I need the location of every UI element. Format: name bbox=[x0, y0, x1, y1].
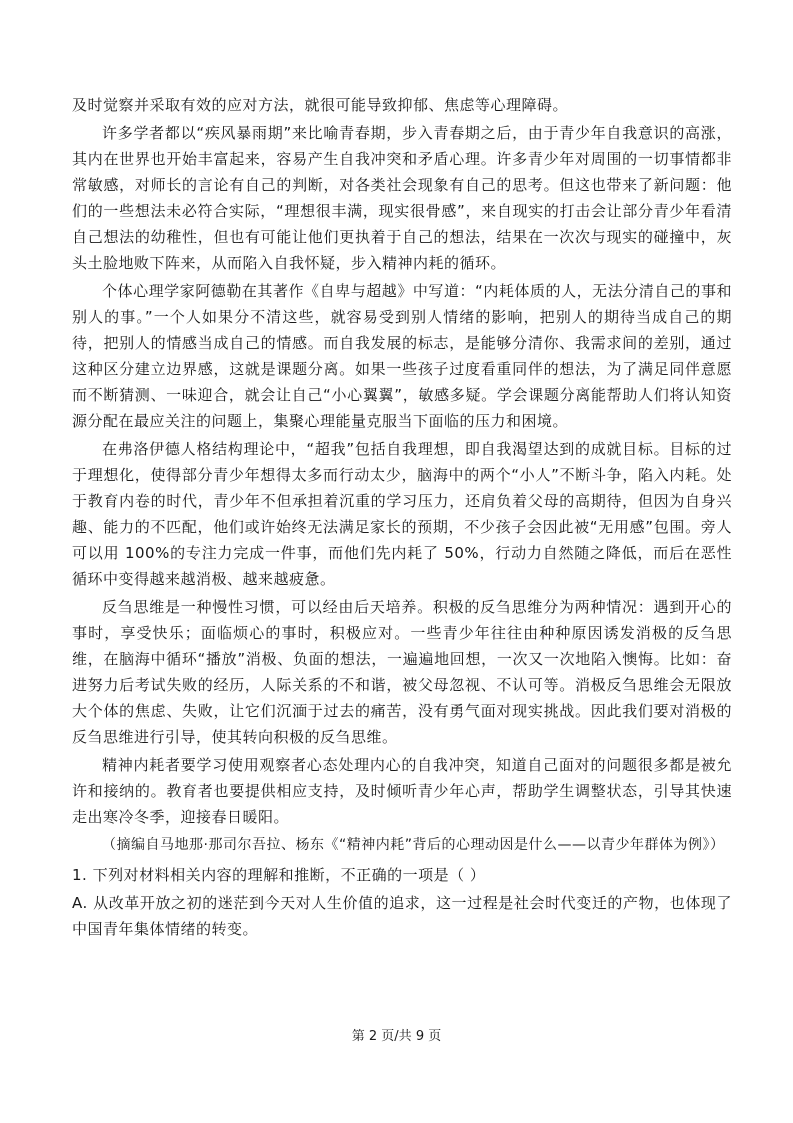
paragraph-adler: 个体心理学家阿德勒在其著作《自卑与超越》中写道：“内耗体质的人，无法分清自己的事和别人的事。”一个人如果分不清这些，就容易受到别人情绪的影响，把别人的期待当成自己的期待，把别人的情感当成自己的情感。而自我发展的标志，是能够分清你、我需求间的差别，通过这种区分建立边界感，这就是课题分离。如果一些孩子过度看重同伴的想法，为了满足同伴意愿而不断猜测、一味迎合，就会让自己“小心翼翼”，敏感多疑。学会课题分离能帮助人们将认知资源分配在最应关注的问题上，集聚心理能量克服当下面临的压力和困境。 bbox=[72, 282, 732, 430]
source-citation: （摘编自马地那·那司尔吾拉、杨东《“精神内耗”背后的心理动因是什么——以青少年群体为例》） bbox=[102, 837, 725, 853]
paragraph-freud: 在弗洛伊德人格结构理论中，“超我”包括自我理想，即自我渴望达到的成就目标。目标的过于理想化，使得部分青少年想得太多而行动太少，脑海中的两个“小人”不断斗争，陷入内耗。处于教育内卷的时代，青少年不但承担着沉重的学习压力，还肩负着父母的高期待，但因为自身兴趣、能力的不匹配，他们或许始终无法满足家长的预期，不少孩子会因此被“无用感”包围。旁人可以用 100%的专注力完成一件事，而他们先内耗了 50%，行动力自然随之降低，而后在恶性循环中变得越来越消极、越来越疲惫。 bbox=[72, 440, 732, 588]
paragraph-adolescence: 许多学者都以“疾风暴雨期”来比喻青春期，步入青春期之后，由于青少年自我意识的高涨，其内在世界也开始丰富起来，容易产生自我冲突和矛盾心理。许多青少年对周围的一切事情都非常敏感，对师长的言论有自己的判断，对各类社会现象有自己的思考。但这也带来了新问题：他们的一些想法未必符合实际，“理想很丰满，现实很骨感”，来自现实的打击会让部分青少年看清自己想法的幼稚性，但也有可能让他们更执着于自己的想法，结果在一次次与现实的碰撞中，灰头土脸地败下阵来，从而陷入自我怀疑，步入精神内耗的循环。 bbox=[72, 124, 732, 272]
paragraph-conclusion: 精神内耗者要学习使用观察者心态处理内心的自我冲突，知道自己面对的问题很多都是被允许和接纳的。教育者也要提供相应支持，及时倾听青少年心声，帮助学生调整状态，引导其快速走出寒冷冬季，迎接春日暖阳。 bbox=[72, 756, 732, 826]
question-stem: 1. 下列对材料相关内容的理解和推断，不正确的一项是（ ） bbox=[72, 866, 486, 884]
document-body bbox=[72, 92, 732, 944]
option-a: A. 从改革开放之初的迷茫到今天对人生价值的追求，这一过程是社会时代变迁的产物，也体现了中国青年集体情绪的转变。 bbox=[72, 894, 732, 938]
paragraph-continuation: 及时觉察并采取有效的应对方法，就很可能导致抑郁、焦虑等心理障碍。 bbox=[72, 96, 569, 114]
page-footer: 第 2 页/共 9 页 bbox=[351, 1029, 442, 1044]
paragraph-rumination: 反刍思维是一种慢性习惯，可以经由后天培养。积极的反刍思维分为两种情况：遇到开心的事时，享受快乐；面临烦心的事时，积极应对。一些青少年往往由种种原因诱发消极的反刍思维，在脑海中循环“播放”消极、负面的想法，一遍遍地回想，一次又一次地陷入懊悔。比如：奋进努力后考试失败的经历，人际关系的不和谐，被父母忽视、不认可等。消极反刍思维会无限放大个体的焦虑、失败，让它们沉湎于过去的痛苦，没有勇气面对现实挑战。因此我们要对消极的反刍思维进行引导，使其转向积极的反刍思维。 bbox=[72, 598, 732, 746]
